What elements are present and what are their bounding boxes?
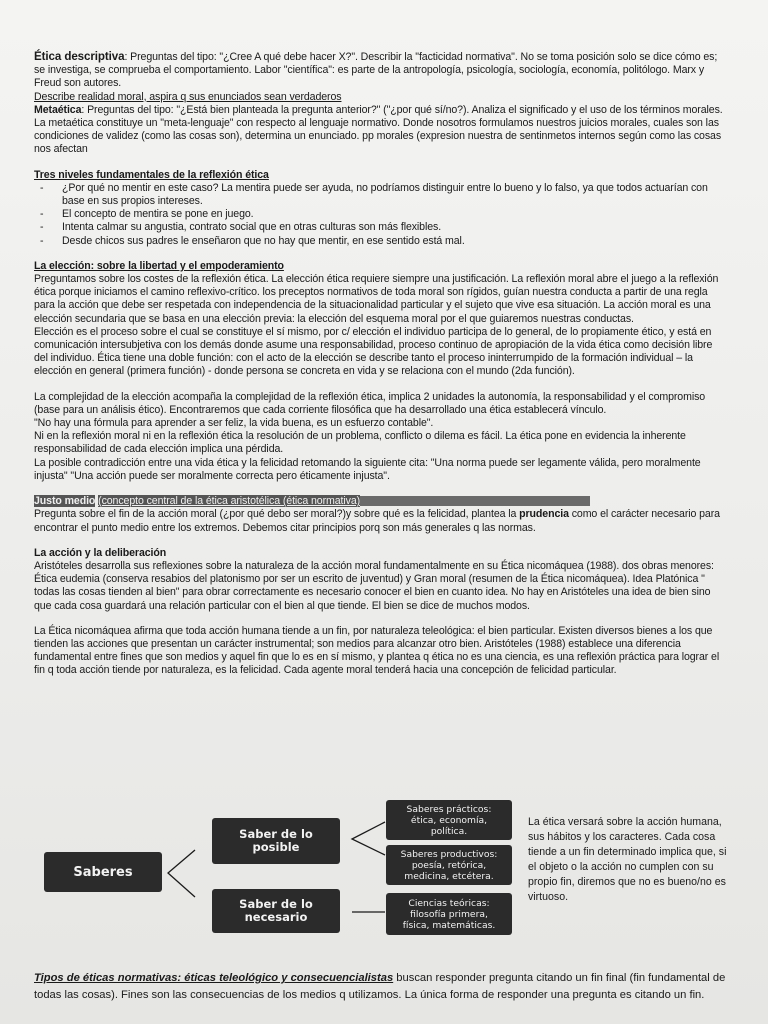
eleccion-quote: "No hay una fórmula para aprender a ser feliz, la vida buena, es un esfuerzo contable". (34, 417, 434, 430)
productivos-line: medicina, etcétera. (404, 870, 494, 882)
practicos-line: política. (430, 825, 468, 837)
etica-descriptiva-underline: Describe realidad moral, aspira q sus enunciados sean verdaderos (34, 90, 342, 103)
list-item: - ¿Por qué no mentir en este caso? La mentira puede ser ayuda, no podríamos distinguir entre lo bueno y lo falso, ya que todos actuarían con base en sus propios intereses. (34, 182, 724, 208)
practicos-line: Saberes prácticos: (406, 803, 492, 815)
saber-necesario-line: Saber de lo (239, 897, 313, 911)
etica-descriptiva-label: Ética descriptiva (34, 50, 125, 63)
footer-text: buscan responder pregunta citando un fin final (fin fundamental de todas las cosas). Fines son las consecuencias de los medios q utilizamos. La única forma de responder una pregunta es citando un fin. (34, 972, 726, 1001)
productivos-line: Saberes productivos: (400, 848, 498, 860)
diagram-side-text: La ética versará sobre la acción humana, sus hábitos y los caracteres. Cada cosa tiende a un fin determinado implica que, si el objeto o la acción no cumplen con su propio fin, diremos que no es bueno/no es virtuoso. (528, 816, 727, 903)
accion-paragraph: Aristóteles desarrolla sus reflexiones sobre la naturaleza de la acción moral fundamentalmente en su Ética nicomáquea (1988). dos obras menores: Ética eudemia (conserva resabios del platonismo por ser un escrito de juventud) y Gran moral (resumen de la Ética nicomáquea). Idea Platónica " todas las cosas tienden al bien" para obrar correctamente es necesario conocer el bien en cuanto idea. No hay en Aristóteles una idea de bien sino que cada cosa guardará una relación particular con el bien al que tiende. El bien se dice de muchos modos. (34, 559, 714, 612)
prudencia-term: prudencia (519, 508, 569, 521)
ciencias-teoricas-box (386, 893, 512, 935)
teoricas-line: física, matemáticas. (402, 919, 496, 931)
accion-paragraph: La Ética nicomáquea afirma que toda acción humana tiende a un fin, por naturaleza teleológica: el bien particular. Existen diversos bienes a los que tienden las acciones que presentan un carácter instrumental; son medios para alcanzar otro bien. Aristóteles (1988) establece una diferencia fundamental entre fines que son medios y aquel fin que lo es en sí mismo, y plantea q ética no es una ciencia, es una reflexión práctica para lograr el fin q toda acción tiende por naturaleza, es la felicidad. Cada agente moral tenderá hacia una concepción de felicidad particular. (34, 624, 720, 677)
footer-heading: Tipos de éticas normativas: éticas teleológico y consecuencialistas (34, 972, 394, 984)
teoricas-line: filosofía primera, (410, 908, 488, 920)
saberes-practicos-box (386, 800, 512, 840)
justo-medio-label: Justo medio (34, 495, 96, 508)
saber-posible-line: posible (252, 840, 300, 854)
list-item: - Desde chicos sus padres le enseñaron que no hay que mentir, en ese sentido está mal. (34, 235, 724, 248)
list-item: - Intenta calmar su angustia, contrato social que en otras culturas son más flexibles. (34, 221, 724, 234)
eleccion-paragraph: Ni en la reflexión moral ni en la reflexión ética la resolución de un problema, conflicto o dilema es fácil. La ética pone en evidencia la inherente responsabilidad de cada elección implica una pérdida. (34, 430, 686, 456)
footer-paragraph (34, 970, 734, 1004)
justo-medio-text-a: Pregunta sobre el fin de la acción moral (¿por qué debo ser moral?)y sobre qué es la felicidad, plantea la (34, 508, 520, 521)
saber-necesario-box (212, 889, 340, 933)
eleccion-heading: La elección: sobre la libertad y el empoderamiento (34, 259, 284, 272)
etica-descriptiva-text: : Preguntas del tipo: "¿Cree A qué debe hacer X?". Describir la "facticidad normativa". No se toma posición solo se dice cómo es; se investiga, se comprueba el comportamiento. Labor "científica": es parte de la antropología, psicología, sociología, economía, politólogo. Marx y Freud son autores. (34, 51, 718, 90)
justo-medio-highlight: (concepto central de la ética aristotélica (ética normativa) (98, 495, 361, 508)
eleccion-paragraph: La complejidad de la elección acompaña la complejidad de la reflexión ética, implica 2 unidades la autonomía, la responsabilidad y el compromiso (base para un análisis ético). Encontraremos que cada corriente filosófica que ha desarrollado una ética establecerá vínculo. (34, 390, 706, 416)
eleccion-paragraph: Preguntamos sobre los costes de la reflexión ética. La elección ética requiere siempre una justificación. La reflexión moral abre el juego a la reflexión ética porque iniciamos el camino reflexivo-crítico. los preceptos normativos de toda moral son rígidos, guían nuestra conducta a partir de una regla para la acción que debe ser respetada con independencia de la situacionalidad particular y el sujeto que vive esa situación. La acción moral es una elección secundaria que se basa en una elección previa: la elección del esquema moral por el que guiaremos nuestras conductas. (34, 273, 719, 325)
metaetica-label: Metaética (34, 103, 82, 116)
saberes-productivos-box (386, 845, 512, 885)
saberes-box (44, 852, 162, 892)
productivos-line: poesía, retórica, (411, 859, 487, 871)
justo-medio-text-b: como el carácter necesario para encontrar el punto medio entre los extremos. Debemos citar principios porq son más generales q las normas. (34, 508, 720, 534)
teoricas-line: Ciencias teóricas: (408, 897, 490, 909)
practicos-line: ética, economía, (410, 814, 488, 826)
metaetica-text: : Preguntas del tipo: "¿Está bien planteada la pregunta anterior?" ("¿por qué sí/no?). Analiza el significado y el uso de los términos morales. La metaética constituye un "meta-lenguaje" con respecto al lenguaje normativo. Donde nosotros formulamos nuestros juicios morales, cuales son las condiciones de validez (como las cosas son), determina un enunciado. pp morales (expresion nuestra de sentinmetos internos según como las cosas nos afectan (34, 103, 723, 156)
saber-posible-box (212, 818, 340, 864)
eleccion-paragraph: La posible contradicción entre una vida ética y la felicidad retomando la siguiente cita: "Una norma puede ser legamente válida, pero moralmente injusta" "Una acción puede ser moralmente correcta pero éticamente injusta". (34, 456, 701, 482)
list-item: - El concepto de mentira se pone en juego. (34, 208, 724, 221)
accion-heading: La acción y la deliberación (34, 546, 167, 559)
eleccion-paragraph: Elección es el proceso sobre el cual se constituye el sí mismo, por c/ elección el individuo participa de lo general, de lo propiamente ético, y está en comunicación intersubjetiva con los demás donde asume una responsabilidad, proceso continuo de apropiación de la vida ética como decisión libre del individuo. Ética tiene una doble función: con el acto de la elección se describe tanto el proceso ininterrumpido de la formación individual – la elección en general (primera función) - donde persona se concreta en vida y se relaciona con el mundo (2da función). (34, 325, 713, 378)
saber-necesario-line: necesario (244, 910, 308, 924)
saberes-label: Saberes (73, 864, 133, 880)
tres-niveles-heading: Tres niveles fundamentales de la reflexión ética (34, 168, 269, 181)
saber-posible-line: Saber de lo (239, 827, 313, 841)
